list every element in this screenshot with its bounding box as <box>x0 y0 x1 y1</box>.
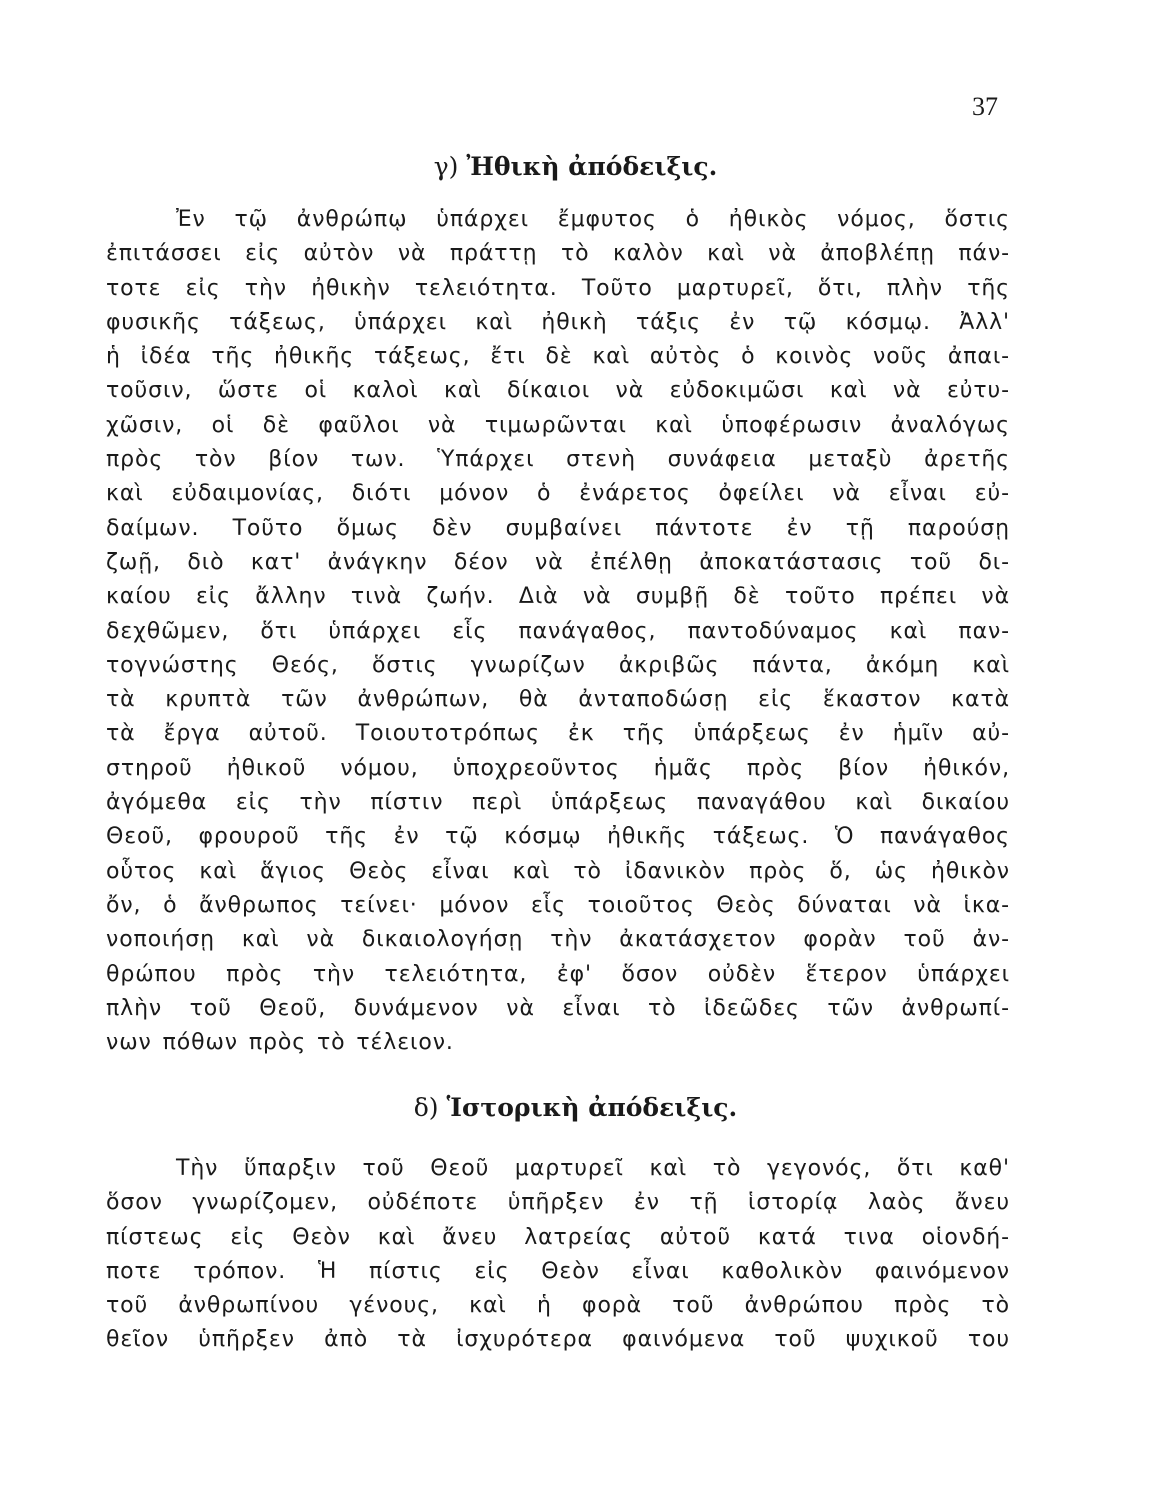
text-line: νοποιήσῃ καὶ νὰ δικαιολογήσῃ τὴν ἀκατάσχετον φορὰν τοῦ ἀν- <box>106 927 1010 953</box>
text-line: οὗτος καὶ ἅγιος Θεὸς εἶναι καὶ τὸ ἰδανικὸν πρὸς ὅ, ὡς ἠθικὸν <box>106 858 1010 884</box>
text-line: πρὸς τὸν βίον των. Ὑπάρχει στενὴ συνάφεια μεταξὺ ἀρετῆς <box>106 447 1010 473</box>
text-line: πλὴν τοῦ Θεοῦ, δυνάμενον νὰ εἶναι τὸ ἰδεῶδες τῶν ἀνθρωπί- <box>106 995 1010 1021</box>
page-number: 37 <box>972 92 998 121</box>
text-line: νων πόθων πρὸς τὸ τέλειον. <box>106 1030 454 1056</box>
text-line: Ἐν τῷ ἀνθρώπῳ ὑπάρχει ἔμφυτος ὁ ἠθικὸς νόμος, ὅστις <box>176 207 1010 232</box>
text-line: χῶσιν, οἱ δὲ φαῦλοι νὰ τιμωρῶνται καὶ ὑποφέρωσιν ἀναλόγως <box>106 412 1010 438</box>
text-line: ζωῇ, διὸ κατ' ἀνάγκην δέον νὰ ἐπέλθῃ ἀποκατάστασις τοῦ δι- <box>106 549 1010 575</box>
section-title: Ἱστορικὴ ἀπόδειξις. <box>446 1093 738 1122</box>
text-line: καίου εἰς ἄλλην τινὰ ζωήν. Διὰ νὰ συμβῇ δὲ τοῦτο πρέπει νὰ <box>106 584 1010 610</box>
text-line: ὅσον γνωρίζομεν, οὐδέποτε ὑπῆρξεν ἐν τῇ ἱστορίᾳ λαὸς ἄνευ <box>106 1190 1010 1216</box>
text-line: φυσικῆς τάξεως, ὑπάρχει καὶ ἠθικὴ τάξις ἐν τῷ κόσμῳ. Ἀλλ' <box>106 309 1010 335</box>
text-line: θεῖον ὑπῆρξεν ἀπὸ τὰ ἰσχυρότερα φαινόμενα τοῦ ψυχικοῦ του <box>106 1327 1010 1353</box>
text-line: δαίμων. Τοῦτο ὅμως δὲν συμβαίνει πάντοτε ἐν τῇ παρούσῃ <box>106 515 1010 541</box>
paragraph-historical-proof <box>106 1152 1010 1358</box>
text-line: τοῦσιν, ὥστε οἱ καλοὶ καὶ δίκαιοι νὰ εὐδοκιμῶσι καὶ νὰ εὐτυ- <box>106 378 1010 404</box>
text-line: Τὴν ὕπαρξιν τοῦ Θεοῦ μαρτυρεῖ καὶ τὸ γεγονός, ὅτι καθ' <box>176 1156 1010 1181</box>
text-line: τοτε εἰς τὴν ἠθικὴν τελειότητα. Τοῦτο μαρτυρεῖ, ὅτι, πλὴν τῆς <box>106 275 1010 301</box>
section-label: γ) <box>433 152 459 181</box>
text-line: δεχθῶμεν, ὅτι ὑπάρχει εἷς πανάγαθος, παντοδύναμος καὶ παν- <box>106 618 1010 644</box>
text-line: ἡ ἰδέα τῆς ἠθικῆς τάξεως, ἔτι δὲ καὶ αὐτὸς ὁ κοινὸς νοῦς ἀπαι- <box>106 344 1010 370</box>
text-line: ὄν, ὁ ἄνθρωπος τείνει· μόνον εἷς τοιοῦτος Θεὸς δύναται νὰ ἱκα- <box>106 892 1010 918</box>
text-line: τογνώστης Θεός, ὅστις γνωρίζων ἀκριβῶς πάντα, ἀκόμη καὶ <box>106 652 1010 678</box>
text-line: Θεοῦ, φρουροῦ τῆς ἐν τῷ κόσμῳ ἠθικῆς τάξεως. Ὁ πανάγαθος <box>106 824 1010 850</box>
section-label: δ) <box>413 1093 439 1122</box>
section-title: Ἠθικὴ ἀπόδειξις. <box>466 152 718 181</box>
text-line: στηροῦ ἠθικοῦ νόμου, ὑποχρεοῦντος ἡμᾶς πρὸς βίον ἠθικόν, <box>106 755 1010 781</box>
text-line: ποτε τρόπον. Ἡ πίστις εἰς Θεὸν εἶναι καθολικὸν φαινόμενον <box>106 1258 1010 1284</box>
text-line: θρώπου πρὸς τὴν τελειότητα, ἐφ' ὅσον οὐδὲν ἕτερον ὑπάρχει <box>106 961 1010 987</box>
text-line: τοῦ ἀνθρωπίνου γένους, καὶ ἡ φορὰ τοῦ ἀνθρώπου πρὸς τὸ <box>106 1293 1010 1319</box>
text-line: ἀγόμεθα εἰς τὴν πίστιν περὶ ὑπάρξεως παναγάθου καὶ δικαίου <box>106 790 1010 816</box>
text-line: ἐπιτάσσει εἰς αὐτὸν νὰ πράττῃ τὸ καλὸν καὶ νὰ ἀποβλέπῃ πάν- <box>106 241 1010 267</box>
text-line: καὶ εὐδαιμονίας, διότι μόνον ὁ ἐνάρετος ὀφείλει νὰ εἶναι εὐ- <box>106 481 1010 507</box>
text-line: τὰ κρυπτὰ τῶν ἀνθρώπων, θὰ ἀνταποδώσῃ εἰς ἕκαστον κατὰ <box>106 687 1010 713</box>
section-heading-ethical-proof <box>0 152 1156 181</box>
text-line: τὰ ἔργα αὐτοῦ. Τοιουτοτρόπως ἐκ τῆς ὑπάρξεως ἐν ἡμῖν αὐ- <box>106 721 1010 747</box>
text-line: πίστεως εἰς Θεὸν καὶ ἄνευ λατρείας αὐτοῦ κατά τινα οἱονδή- <box>106 1224 1010 1250</box>
paragraph-ethical-proof <box>106 203 1010 1060</box>
section-heading-historical-proof <box>0 1093 1156 1122</box>
